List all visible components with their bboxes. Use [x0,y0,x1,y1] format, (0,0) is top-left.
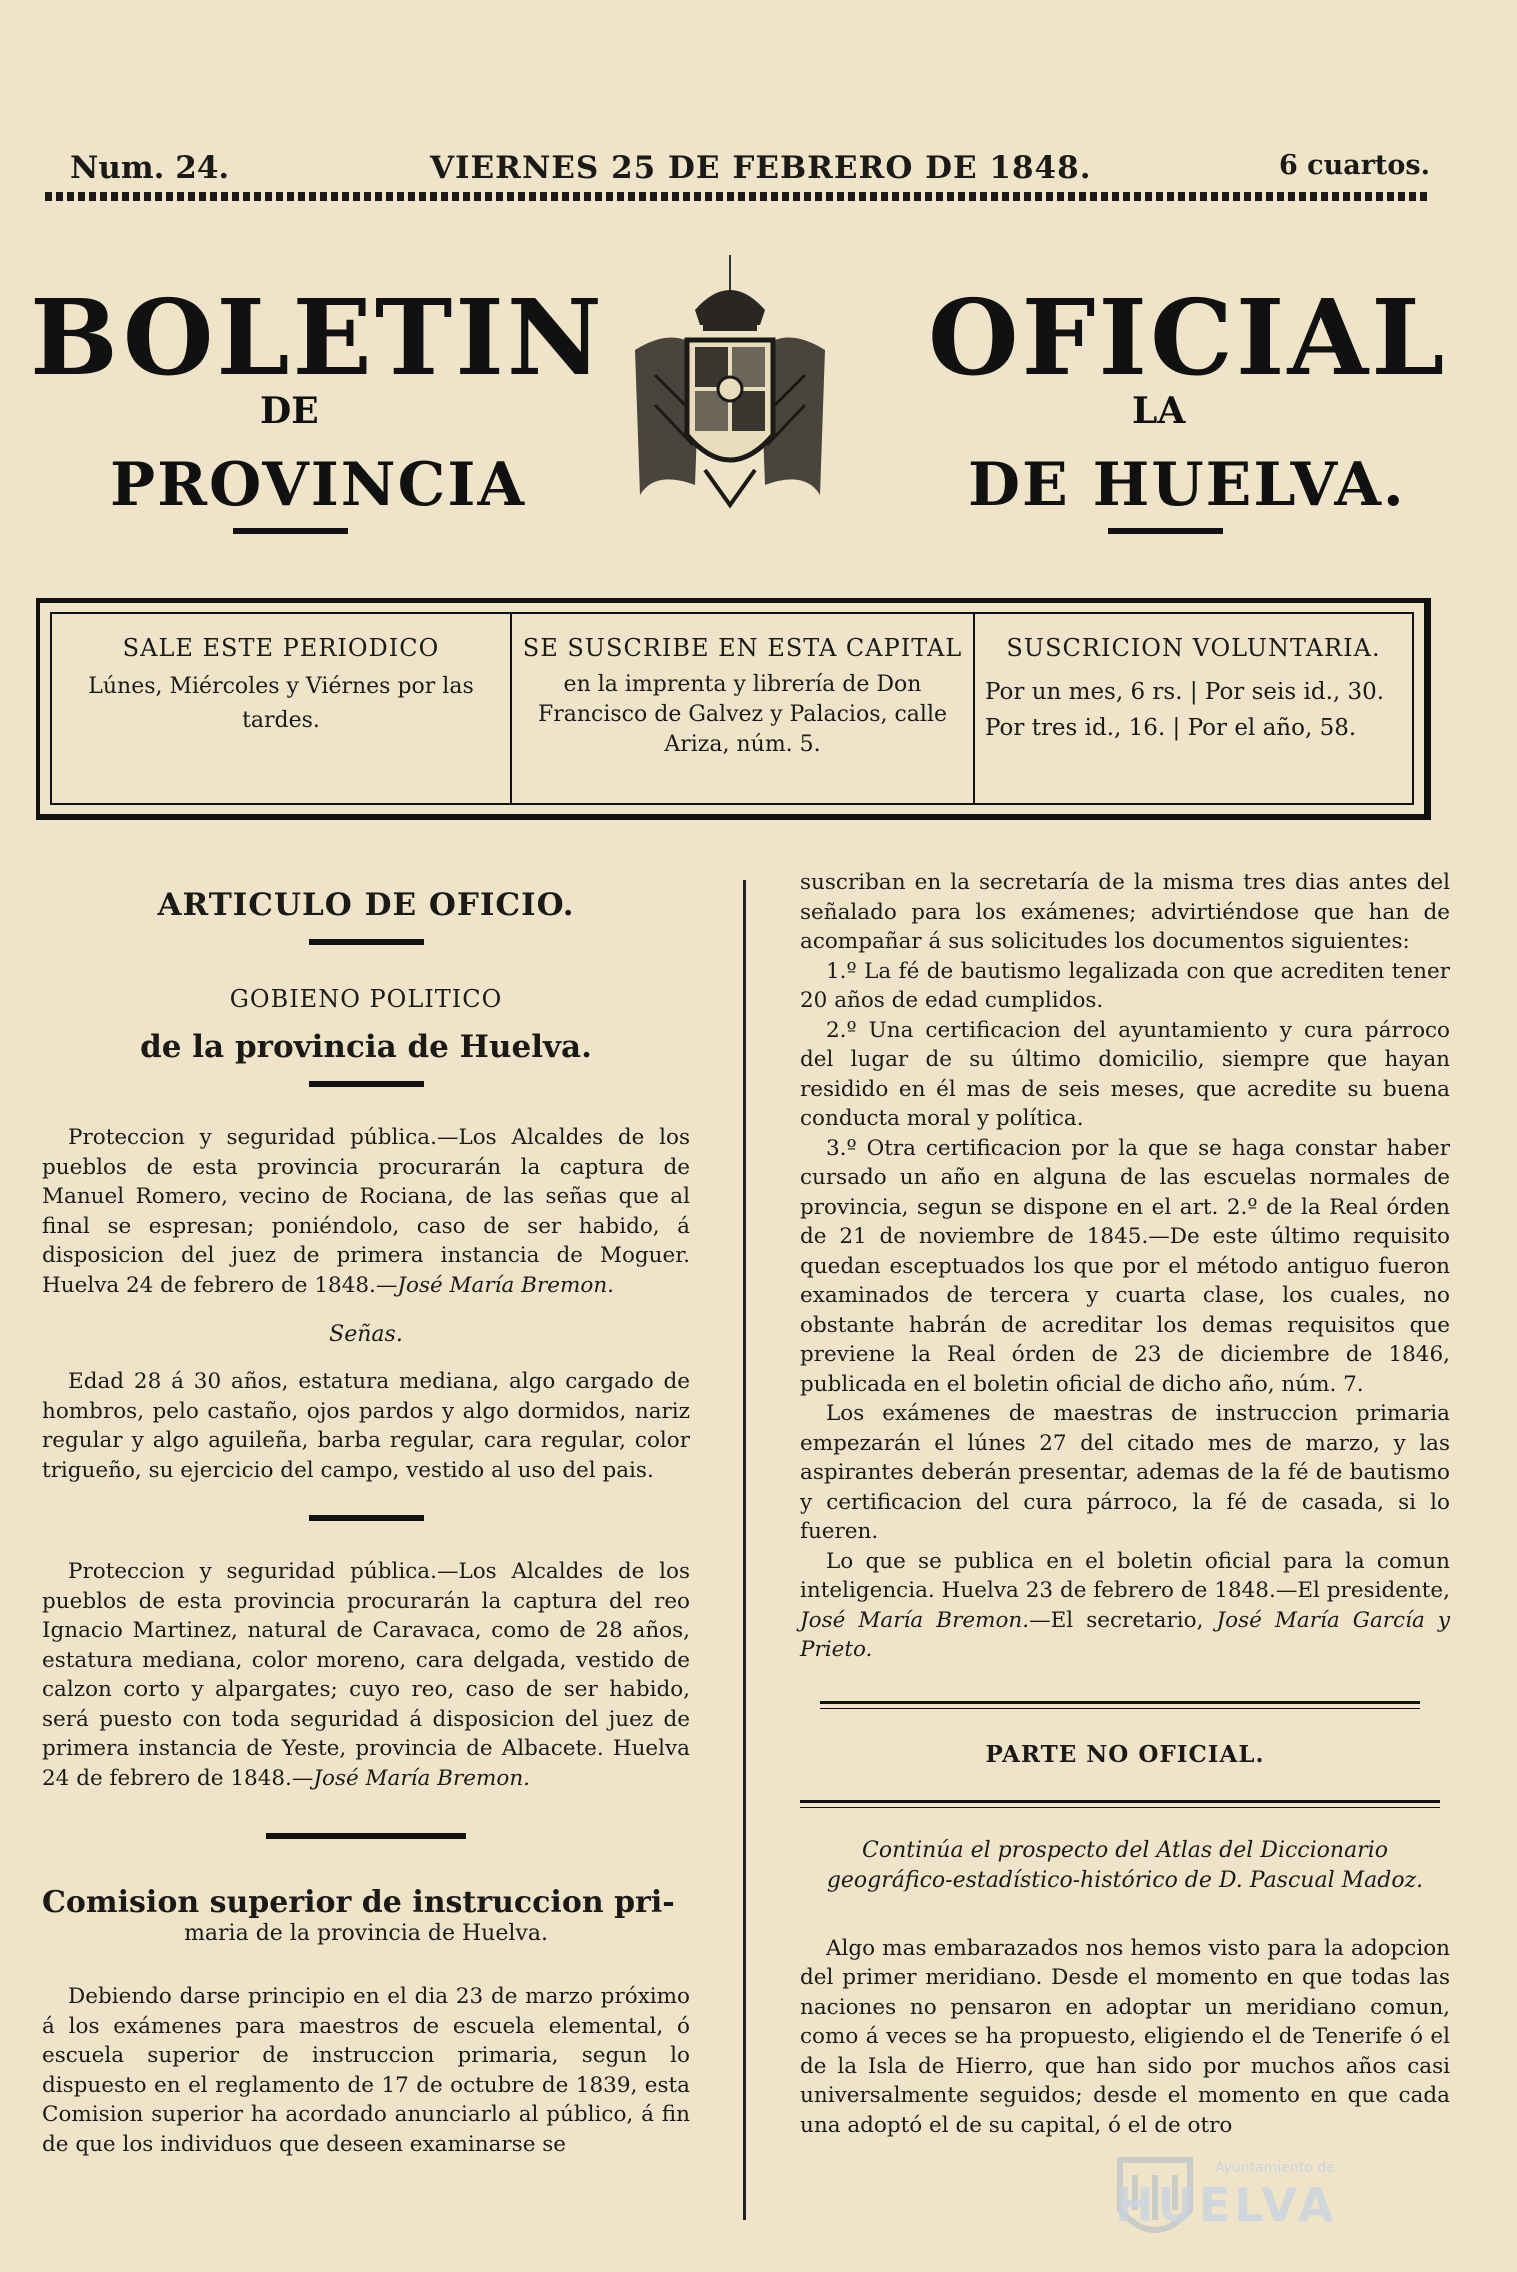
publication-days-heading: SALE ESTE PERIODICO [122,634,440,662]
heading-rule [309,939,424,945]
atlas-prospectus-title: Continúa el prospecto del Atlas del Diccionario geográfico-estadístico-histórico de D. Pascual Madoz. [826,1837,1424,1893]
requirement-2: 2.º Una certificacion del ayuntamiento y cura párroco del lugar de su último domicilio, siempre que hayan residido en él mas de seis meses, que acredite su buena conducta moral y política. [800,1017,1450,1131]
notice-romero: Proteccion y seguridad pública.—Los Alcaldes de los pueblos de esta provincia procurarán la captura de Manuel Romero, vecino de Rociana, de las señas que al final se espresan; poniéndolo, caso de ser habido, á disposicion del juez de primera instancia de Moguer. Huelva 24 de febrero de 1848.—José María Bremon. [42,1125,690,1298]
double-rule [820,1701,1420,1709]
subscription-place-heading: SE SUSCRIBE EN ESTA CAPITAL [522,634,963,662]
comision-subheading: maria de la provincia de Huelva. [184,1921,548,1946]
coat-of-arms-icon [615,255,845,515]
comision-heading: Comision superior de instruccion pri- [42,1885,675,1920]
notice-martinez: Proteccion y seguridad pública.—Los Alcaldes de los pueblos de esta provincia procurarán la captura del reo Ignacio Martinez, natural de Caravaca, como de 28 años, estatura mediana, color moreno, cara delgada, vestido de calzon corto y alpargates; cuyo reo, caso de ser habido, será puesto con toda seguridad á disposicion del juez de primera instancia de Yeste, provincia de Albacete. Huelva 24 de febrero de 1848.—José María Bremon. [42,1559,690,1791]
issue-number: Num. 24. [70,150,230,186]
right-column [800,868,1450,2140]
subscription-prices [975,614,1412,803]
signature: José María Bremon. [313,1765,530,1791]
gobierno-heading: GOBIENO POLITICO [229,985,503,1013]
issue-price: 6 cuartos. [1278,150,1430,181]
description-romero: Edad 28 á 30 años, estatura mediana, algo cargado de hombros, pelo castaño, ojos pardos y algo dormidos, nariz regular y algo aguileña, barba regular, cara regular, color trigueño, su ejercicio del campo, vestido al uso del pais. [42,1369,690,1483]
separator-rule [309,1515,424,1521]
signature: José María Bremon. [397,1272,614,1298]
separator-rule [266,1833,466,1839]
left-column [42,875,690,2159]
signature-president: José María Bremon. [800,1607,1030,1633]
requirement-3: 3.º Otra certificacion por la que se haga constar haber cursado un año en alguna de las escuelas normales de provincia, segun se dispone en el art. 2.º de la Real órden de 21 de noviembre de 1845.—De este último requisito quedan esceptuados los que por el método antiguo fueron examinados de tercera y cuarta clase, los cuales, no obstante habrán de acreditar los demas requisitos que previene la Real órden de 23 de diciembre de 1846, publicada en el boletin oficial de dicho año, núm. 7. [800,1135,1450,1397]
watermark-text: HUELVA [1115,2178,1338,2232]
senas-heading: Señas. [329,1322,403,1347]
publication-days-text: Lúnes, Miércoles y Viérnes por las tardes. [88,674,474,733]
subscription-prices-heading: SUSCRICION VOLUNTARIA. [1006,634,1381,662]
publication-notice: Lo que se publica en el boletin oficial para la comun inteligencia. Huelva 23 de febrero de 1848.—El presidente, José María Bremon.—El secretario, José María García y Prieto. [800,1548,1451,1662]
subscription-place [512,614,975,803]
issue-date: VIERNES 25 DE FEBRERO DE 1848. [430,150,1092,186]
watermark-subtitle: Ayuntamiento de [1215,2160,1335,2176]
parte-no-oficial-heading: PARTE NO OFICIAL. [985,1740,1265,1768]
heading-rule [309,1081,424,1087]
examenes-continued: suscriban en la secretaría de la misma tres dias antes del señalado para los exámenes; advirtiéndose que han de acompañar á sus solicitudes los documentos siguientes: [800,870,1450,954]
meridiano-paragraph: Algo mas embarazados nos hemos visto para la adopcion del primer meridiano. Desde el momento en que todas las naciones no pensaron en adoptar un meridiano comun, como á veces se ha propuesto, eligiendo el de Tenerife ó el de la Isla de Hierro, que han sido por muchos años casi universalmente seguidos; desde el momento en que cada una adoptó el de su capital, ó el de otro [800,1935,1450,2138]
decorative-rule [45,192,1430,201]
price-line-2: Por tres id., 16. | Por el año, 58. [985,715,1357,741]
masthead-de: DE [260,390,319,432]
signature-secretary: José María García y Prieto. [800,1607,1451,1662]
masthead-oficial: OFICIAL [928,276,1448,399]
examenes-notice: Debiendo darse principio en el dia 23 de marzo próximo á los exámenes para maestros de escuela elemental, ó escuela superior de instruccion primaria, segun lo dispuesto en el reglamento de 17 de octubre de 1839, esta Comision superior ha acordado anunciarlo al público, á fin de que los individuos que deseen examinarse se [42,1984,690,2157]
masthead-boletin: BOLETIN [30,276,605,399]
subscription-box [36,598,1431,820]
requirement-1: 1.º La fé de bautismo legalizada con que acrediten tener 20 años de edad cumplidos. [800,958,1450,1013]
masthead-underline-left [233,528,348,534]
maestras-notice: Los exámenes de maestras de instruccion primaria empezarán el lúnes 27 del citado mes de marzo, y las aspirantes deberán presentar, ademas de la fé de bautismo y certificacion del cura párroco, la fé de casada, si lo fueren. [800,1401,1450,1544]
issue-line [45,150,1430,190]
masthead-de-huelva: DE HUELVA. [968,450,1406,520]
price-line-1: Por un mes, 6 rs. | Por seis id., 30. [985,679,1385,705]
double-rule [800,1800,1440,1808]
section-heading-articulo: ARTICULO DE OFICIO. [157,887,575,923]
masthead-provincia: PROVINCIA [110,450,527,520]
masthead-underline-right [1108,528,1223,534]
provincia-heading: de la provincia de Huelva. [140,1029,592,1065]
subscription-place-text: en la imprenta y librería de Don Francisco de Galvez y Palacios, calle Ariza, núm. 5. [537,672,948,757]
column-divider [743,880,746,2220]
publication-days [52,614,512,803]
masthead-la: LA [1132,390,1186,432]
